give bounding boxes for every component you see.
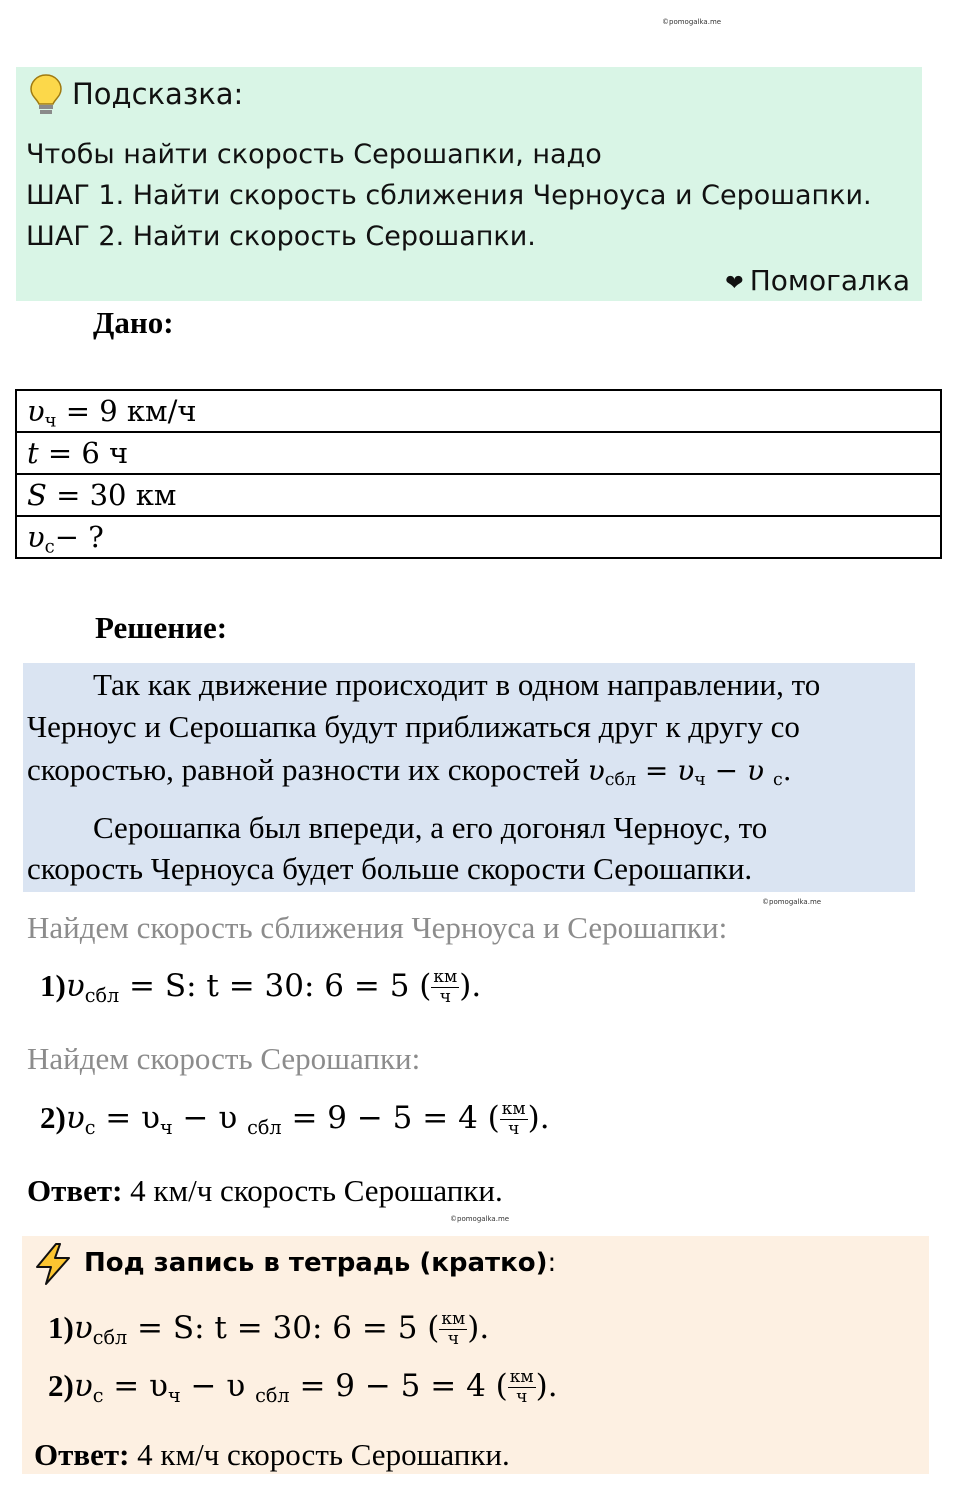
notebook-step-1: $1)\upsilon_{сбл} = S$: t = 30: 6 = 5 ( $\frac{км}{ч}$ ). — [48, 1309, 490, 1349]
table-row — [16, 432, 941, 474]
given-cell: $\upsilon_ч = 9$ км/ч — [16, 390, 941, 432]
solution-title: Решение: — [95, 610, 228, 645]
notebook-title: Под запись в тетрадь (кратко): — [84, 1248, 557, 1278]
equation-step-1: $1)\upsilon_{сбл} = S$: t = 30: 6 = 5 ( $\frac{км}{ч}$ ). — [40, 967, 482, 1007]
brand-text: Помогалка — [749, 264, 910, 297]
notebook-answer-line: Ответ: 4 км/ч скорость Серошапки. — [34, 1437, 510, 1472]
given-title: Дано: — [93, 305, 174, 340]
notebook-step-2: $2)\upsilon_с = \upsilon_ч - \upsilon$ $_{сбл}$ = 9 − 5 = 4 ( $\frac{км}{ч}$ ). — [48, 1367, 558, 1407]
watermark-top: ©pomogalka.me — [662, 18, 722, 26]
find-speed-line: Найдем скорость Серошапки: — [27, 1041, 421, 1076]
table-row — [16, 390, 941, 432]
brand-label — [725, 264, 910, 297]
explanation-line: Так как движение происходит в одном направлении, то — [93, 667, 821, 702]
hint-step-2 — [26, 221, 536, 252]
given-cell: S = 30 км — [16, 474, 941, 516]
watermark-bottom: ©pomogalka.me — [450, 1215, 510, 1223]
hint-line: Чтобы найти скорость Серошапки, надо — [26, 139, 602, 170]
step-text: Найти скорость сближения Черноуса и Серошапки. — [124, 180, 872, 211]
watermark-mid: ©pomogalka.me — [762, 898, 822, 906]
find-speed-line: Найдем скорость сближения Черноуса и Серошапки: — [27, 910, 728, 945]
heart-icon: ❤ — [725, 271, 744, 296]
given-cell: $\upsilon_с-$ ? — [16, 516, 941, 558]
hint-title: Подсказка: — [72, 77, 244, 111]
table-row — [16, 474, 941, 516]
table-row — [16, 516, 941, 558]
explanation-line: Черноус и Серошапка будут приближаться друг к другу со — [27, 709, 800, 744]
equation-step-2: $2)\upsilon_с = \upsilon_ч - \upsilon$ $_{сбл}$ = 9 − 5 = 4 ( $\frac{км}{ч}$ ). — [40, 1099, 550, 1139]
lightbulb-icon — [28, 73, 64, 117]
explanation-line: скорость Черноуса будет больше скорости Серошапки. — [27, 851, 753, 886]
hint-box — [16, 67, 922, 301]
step-label: ШАГ 1. — [26, 180, 125, 211]
given-table — [15, 389, 942, 559]
hint-step-1 — [26, 180, 872, 211]
answer-line: Ответ: 4 км/ч скорость Серошапки. — [27, 1173, 503, 1208]
explanation-line: Серошапка был впереди, а его догонял Черноус, то — [93, 810, 768, 845]
lightning-icon — [32, 1242, 74, 1286]
given-cell: t = 6 ч — [16, 432, 941, 474]
explanation-line: скоростью, равной разности их скоростей $\upsilon_{сбл} = \upsilon_ч - \upsilon$ $_с$. — [27, 752, 792, 791]
step-text: Найти скорость Серошапки. — [124, 221, 536, 252]
step-label: ШАГ 2. — [26, 221, 125, 252]
